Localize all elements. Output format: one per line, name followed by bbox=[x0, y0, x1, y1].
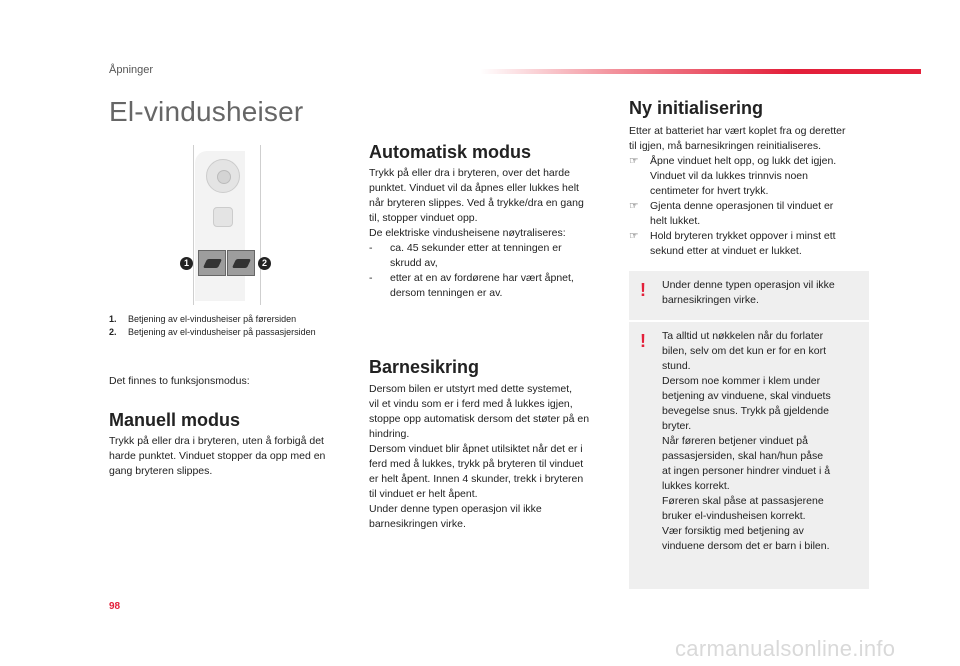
window-switch-illustration bbox=[183, 145, 267, 305]
passenger-window-switch-icon bbox=[227, 250, 255, 276]
child-lock-text bbox=[369, 382, 614, 532]
child-lock-icon bbox=[213, 207, 233, 227]
hand-pointer-icon: ☞ bbox=[629, 155, 639, 167]
text-line: bryter. bbox=[662, 420, 692, 432]
text-line: Når føreren betjener vinduet på bbox=[662, 435, 808, 447]
warning-icon: ! bbox=[640, 280, 646, 300]
caption-number: 1. bbox=[109, 314, 117, 324]
warning-icon: ! bbox=[640, 331, 646, 351]
text-line: harde punktet. Vinduet stopper da opp med en bbox=[109, 450, 326, 462]
text-line: til igjen, må barnesikringen reinitialiseres. bbox=[629, 140, 822, 152]
text-line: at ingen personer hindrer vinduet i å bbox=[662, 465, 831, 477]
list-item bbox=[629, 154, 874, 199]
text-line: Dersom vinduet blir åpnet utilsiktet når det er i bbox=[369, 443, 583, 455]
text-line: ferd med å lukkes, trykk på bryteren til vinduet bbox=[369, 458, 584, 470]
callout-2: 2 bbox=[258, 257, 271, 270]
driver-window-switch-icon bbox=[198, 250, 226, 276]
text-line: når bryteren slippes. Ved å trykke/dra en gang bbox=[369, 197, 584, 209]
text-line: bevegelse snus. Trykk på gjeldende bbox=[662, 405, 829, 417]
child-lock-title: Barnesikring bbox=[369, 357, 480, 377]
figure-caption bbox=[109, 314, 296, 324]
header-accent-bar bbox=[480, 69, 921, 74]
text-line: bilen, selv om det kun er for en kort bbox=[662, 345, 826, 357]
list-bullet: - bbox=[369, 242, 373, 254]
text-line: helt lukket. bbox=[650, 215, 701, 227]
text-line: bruker el-vindusheisen korrekt. bbox=[662, 510, 806, 522]
text-line: til vinduet er helt åpent. bbox=[369, 488, 478, 500]
text-line: De elektriske vindusheisene nøytraliseres: bbox=[369, 227, 566, 239]
text-line: Vinduet vil da lukkes trinnvis noen bbox=[650, 170, 808, 182]
page-number: 98 bbox=[109, 601, 121, 612]
caption-number: 2. bbox=[109, 327, 117, 337]
text-line: Trykk på eller dra i bryteren, over det harde bbox=[369, 167, 570, 179]
warning-box bbox=[629, 322, 869, 589]
reinit-title: Ny initialisering bbox=[629, 98, 764, 118]
text-line: vil et vindu som er i ferd med å lukkes igjen, bbox=[369, 398, 573, 410]
text-line: sekund etter at vinduet er lukket. bbox=[650, 245, 802, 257]
text-line: Ta alltid ut nøkkelen når du forlater bbox=[662, 330, 824, 342]
door-panel-edge bbox=[260, 145, 261, 305]
text-line: betjening av vinduene, skal vinduets bbox=[662, 390, 831, 402]
text-line: Vær forsiktig med betjening av bbox=[662, 525, 804, 537]
list-item bbox=[629, 199, 874, 229]
list-bullet: - bbox=[369, 272, 373, 284]
page-title: El-vindusheiser bbox=[109, 96, 304, 127]
hand-pointer-icon: ☞ bbox=[629, 200, 639, 212]
list-item bbox=[369, 241, 614, 271]
automatic-mode-title: Automatisk modus bbox=[369, 142, 532, 162]
list-item bbox=[629, 229, 874, 259]
text-line: gang bryteren slippes. bbox=[109, 465, 213, 477]
text-line: stoppe opp automatisk dersom det støter på en bbox=[369, 413, 590, 425]
mirror-adjust-icon bbox=[206, 159, 240, 193]
warning-text bbox=[662, 278, 862, 308]
text-line: punktet. Vinduet vil da åpnes eller lukkes helt bbox=[369, 182, 579, 194]
text-line: Åpne vinduet helt opp, og lukk det igjen. bbox=[650, 155, 837, 167]
text-line: centimeter for hvert trykk. bbox=[650, 185, 769, 197]
warning-box bbox=[629, 271, 869, 320]
text-line: vinduene dersom det er barn i bilen. bbox=[662, 540, 830, 552]
text-line: er helt åpent. Innen 4 skunder, trekk i bryteren bbox=[369, 473, 584, 485]
text-line: Trykk på eller dra i bryteren, uten å forbigå det bbox=[109, 435, 324, 447]
manual-mode-text bbox=[109, 434, 349, 479]
watermark: carmanualsonline.info bbox=[675, 636, 896, 661]
hand-pointer-icon: ☞ bbox=[629, 230, 639, 242]
list-item bbox=[369, 271, 614, 301]
text-line: ca. 45 sekunder etter at tenningen er bbox=[390, 242, 562, 254]
text-line: stund. bbox=[662, 360, 691, 372]
figure-caption bbox=[109, 327, 316, 337]
text-line: Gjenta denne operasjonen til vinduet er bbox=[650, 200, 834, 212]
text-line: Dersom noe kommer i klem under bbox=[662, 375, 821, 387]
text-line: passasjersiden, skal han/hun påse bbox=[662, 450, 824, 462]
text-line: Under denne typen operasjon vil ikke bbox=[662, 279, 835, 291]
intro-text: Det finnes to funksjonsmodus: bbox=[109, 375, 250, 387]
text-line: Etter at batteriet har vært koplet fra og deretter bbox=[629, 125, 846, 137]
callout-1: 1 bbox=[180, 257, 193, 270]
text-line: barnesikringen virke. bbox=[369, 518, 466, 530]
text-line: Hold bryteren trykket oppover i minst ett bbox=[650, 230, 836, 242]
manual-mode-title: Manuell modus bbox=[109, 410, 241, 430]
text-line: barnesikringen virke. bbox=[662, 294, 759, 306]
text-line: hindring. bbox=[369, 428, 410, 440]
caption-text: Betjening av el-vindusheiser på førersiden bbox=[128, 314, 297, 324]
text-line: Under denne typen operasjon vil ikke bbox=[369, 503, 542, 515]
section-label: Åpninger bbox=[109, 64, 154, 76]
text-line: til, stopper vinduet opp. bbox=[369, 212, 478, 224]
reinit-text bbox=[629, 124, 874, 259]
warning-text bbox=[662, 329, 862, 554]
text-line: Dersom bilen er utstyrt med dette systemet, bbox=[369, 383, 573, 395]
text-line: skrudd av, bbox=[390, 257, 438, 269]
text-line: lukkes korrekt. bbox=[662, 480, 730, 492]
caption-text: Betjening av el-vindusheiser på passasjersiden bbox=[128, 327, 316, 337]
text-line: etter at en av fordørene har vært åpnet, bbox=[390, 272, 574, 284]
text-line: Føreren skal påse at passasjerene bbox=[662, 495, 824, 507]
text-line: dersom tenningen er av. bbox=[390, 287, 503, 299]
door-panel-edge bbox=[193, 145, 194, 305]
automatic-mode-text bbox=[369, 166, 614, 301]
